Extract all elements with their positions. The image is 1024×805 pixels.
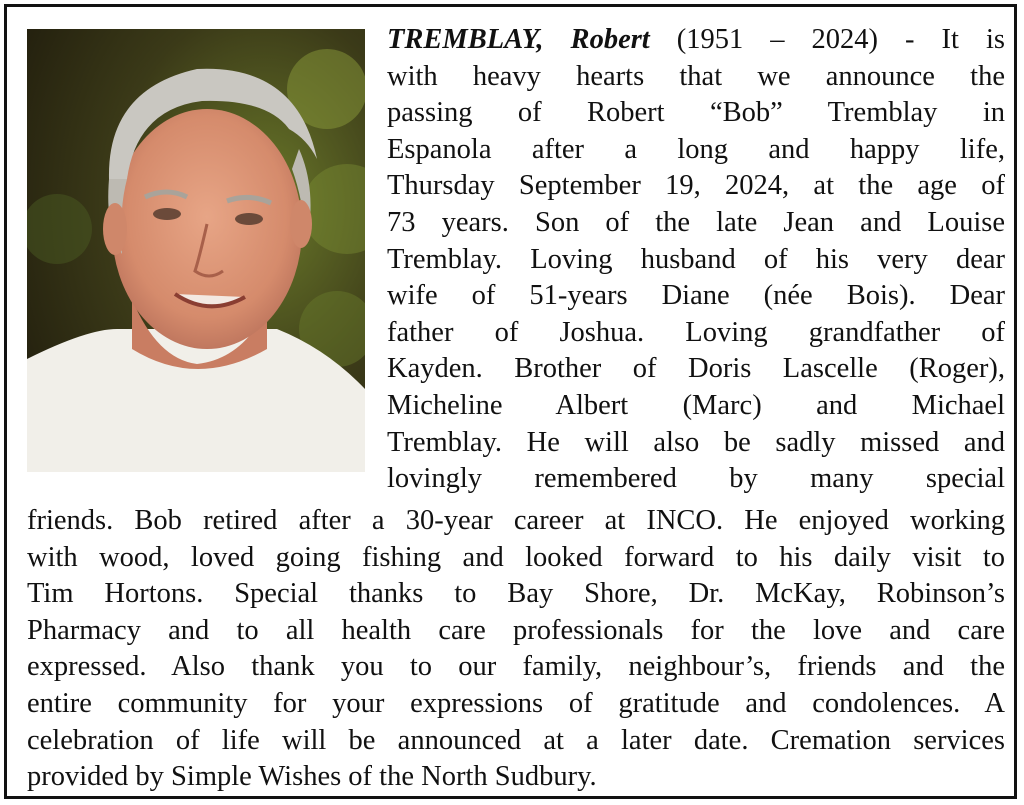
text-line: Kayden. Brother of Doris Lascelle (Roger), <box>387 353 1005 385</box>
text-line: Espanola after a long and happy life, <box>387 133 1005 165</box>
text-line: with heavy hearts that we announce the <box>387 60 1005 92</box>
text-line: expressed. Also thank you to our family, neighbour’s, friends and the <box>27 651 1005 683</box>
text-line: Tremblay. Loving husband of his very dear <box>387 243 1005 275</box>
portrait-photo <box>27 29 365 472</box>
text-line: father of Joshua. Loving grandfather of <box>387 316 1005 348</box>
obituary-heading-line <box>387 22 1005 59</box>
text-line: 73 years. Son of the late Jean and Louise <box>387 206 1005 238</box>
obituary-text-bottom <box>27 503 1005 796</box>
text-line: lovingly remembered by many special <box>387 463 1005 495</box>
text-line: Micheline Albert (Marc) and Michael <box>387 389 1005 421</box>
text-line: with wood, loved going fishing and looked forward to his daily visit to <box>27 541 1005 573</box>
text-line: Tim Hortons. Special thanks to Bay Shore, Dr. McKay, Robinson’s <box>27 578 1005 610</box>
text-line: Pharmacy and to all health care professionals for the love and care <box>27 614 1005 646</box>
obituary-text-top <box>387 22 1005 498</box>
deceased-years: (1951 – 2024) - It is <box>649 24 1005 55</box>
deceased-name: TREMBLAY, Robert <box>387 24 650 55</box>
text-line: passing of Robert “Bob” Tremblay in <box>387 97 1005 129</box>
text-line: Thursday September 19, 2024, at the age of <box>387 170 1005 202</box>
text-line: celebration of life will be announced at a later date. Cremation services <box>27 724 1005 756</box>
text-line: entire community for your expressions of gratitude and condolences. A <box>27 687 1005 719</box>
text-line: wife of 51-years Diane (née Bois). Dear <box>387 280 1005 312</box>
text-line: friends. Bob retired after a 30-year career at INCO. He enjoyed working <box>27 505 1005 536</box>
obituary-frame <box>4 4 1017 799</box>
text-line: Tremblay. He will also be sadly missed and <box>387 426 1005 458</box>
text-line: provided by Simple Wishes of the North Sudbury. <box>27 761 597 793</box>
